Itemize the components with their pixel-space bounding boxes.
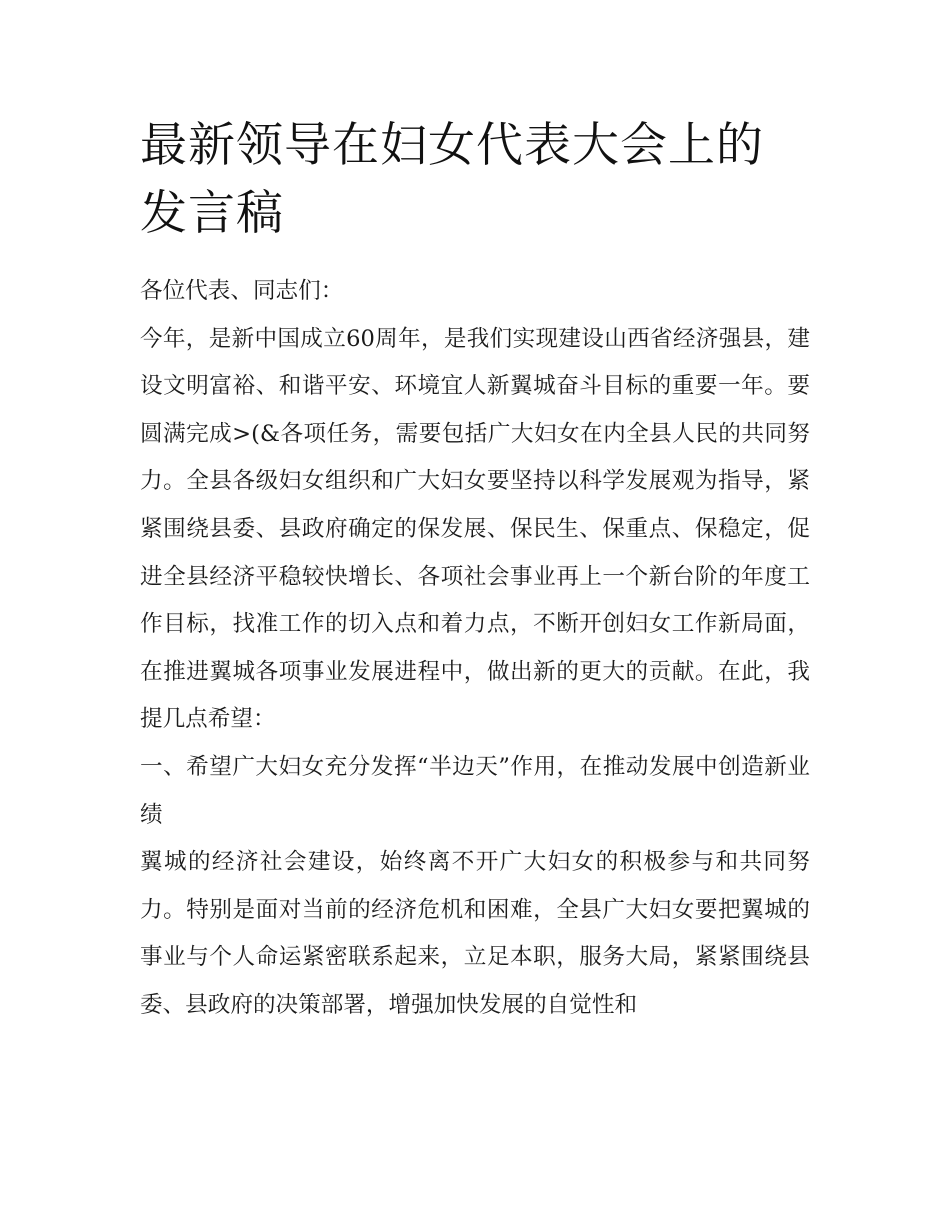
section-heading-paragraph: 一、希望广大妇女充分发挥“半边天”作用，在推动发展中创造新业绩 [140,753,810,828]
salutation-paragraph: 各位代表、同志们： [140,278,344,304]
document-title: 最新领导在妇女代表大会上的发言稿 [140,118,764,241]
body-paragraph: 今年，是新中国成立60周年，是我们实现建设山西省经济强县，建设文明富裕、和谐平安、环境宜人新翼城奋斗目标的重要一年。要圆满完成>(&各项任务，需要包括广大妇女在内全县人民的共同努力。全县各级妇女组织和广大妇女要坚持以科学发展观为指导，紧紧围绕县委、县政府确定的保发展、保民生、保重点、保稳定，促进全县经济平稳较快增长、各项社会事业再上一个新台阶的年度工作目标，找准工作的切入点和着力点，不断开创妇女工作新局面，在推进翼城各项事业发展进程中，做出新的更大的贡献。在此，我提几点希望： [140,325,810,733]
document-body [140,112,810,1030]
body-paragraph: 翼城的经济社会建设，始终离不开广大妇女的积极参与和共同努力。特别是面对当前的经济危机和困难，全县广大妇女要把翼城的事业与个人命运紧密联系起来，立足本职，服务大局，紧紧围绕县委、县政府的决策部署，增强加快发展的自觉性和 [140,849,810,1018]
